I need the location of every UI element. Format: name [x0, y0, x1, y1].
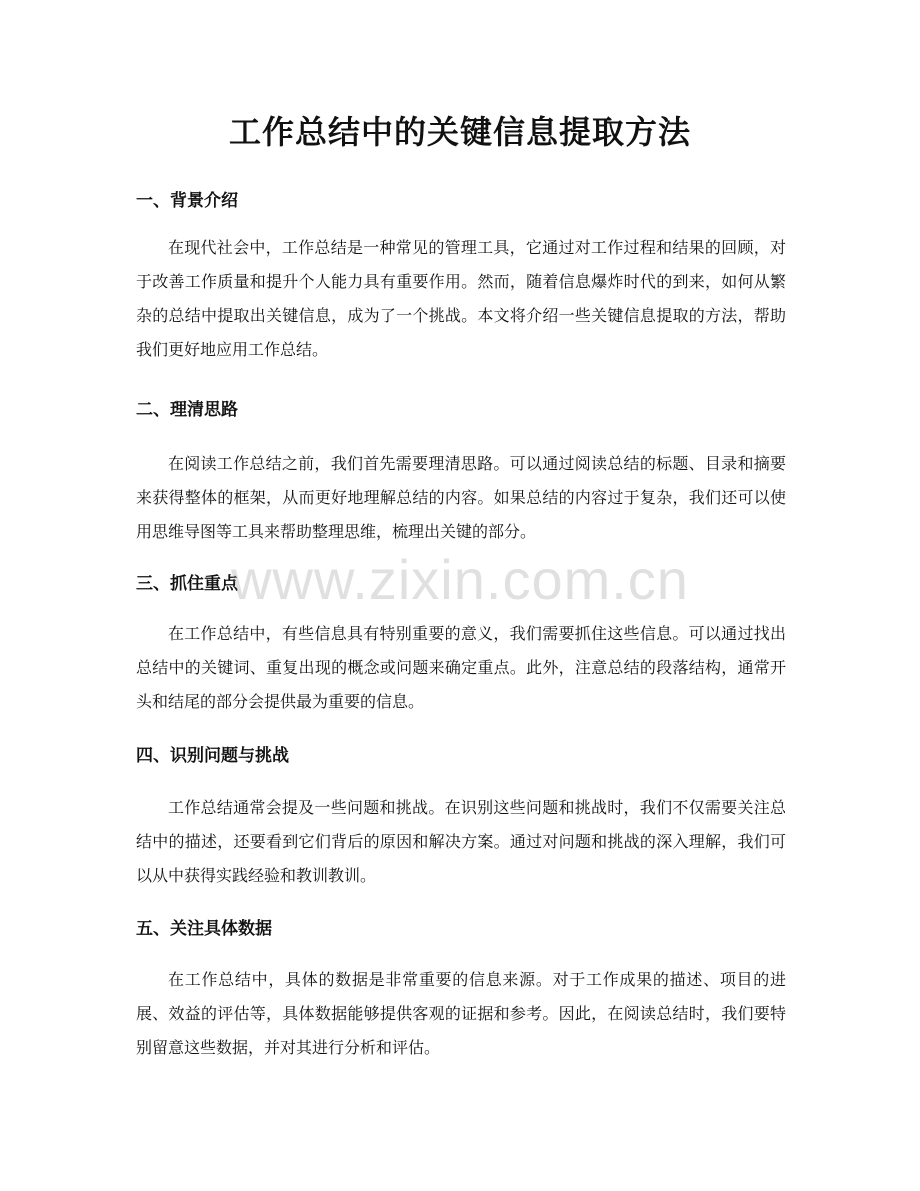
section-body-specific-data: 在工作总结中，具体的数据是非常重要的信息来源。对于工作成果的描述、项目的进展、效益的评估等，具体数据能够提供客观的证据和参考。因此，在阅读总结时，我们要特别留意这些数据，并对其进行分析和评估。 — [136, 970, 786, 1057]
section-body-key-points: 在工作总结中，有些信息具有特别重要的意义，我们需要抓住这些信息。可以通过找出总结中的关键词、重复出现的概念或问题来确定重点。此外，注意总结的段落结构，通常开头和结尾的部分会提供最为重要的信息。 — [136, 624, 786, 711]
document-title: 工作总结中的关键信息提取方法 — [228, 113, 691, 151]
watermark-text: www.zixin.com.cn — [231, 548, 689, 611]
section-body-clarify-thinking: 在阅读工作总结之前，我们首先需要理清思路。可以通过阅读总结的标题、目录和摘要来获得整体的框架，从而更好地理解总结的内容。如果总结的内容过于复杂，我们还可以使用思维导图等工具来帮助整理思维，梳理出关键的部分。 — [136, 454, 786, 541]
section-heading-clarify-thinking: 二、理清思路 — [136, 400, 238, 420]
section-heading-problems-challenges: 四、识别问题与挑战 — [136, 746, 289, 766]
section-body-problems-challenges: 工作总结通常会提及一些问题和挑战。在识别这些问题和挑战时，我们不仅需要关注总结中的描述，还要看到它们背后的原因和解决方案。通过对问题和挑战的深入理解，我们可以从中获得实践经验和教训教训。 — [136, 798, 786, 885]
section-body-background: 在现代社会中，工作总结是一种常见的管理工具，它通过对工作过程和结果的回顾，对于改善工作质量和提升个人能力具有重要作用。然而，随着信息爆炸时代的到来，如何从繁杂的总结中提取出关键信息，成为了一个挑战。本文将介绍一些关键信息提取的方法，帮助我们更好地应用工作总结。 — [136, 238, 786, 359]
section-heading-background: 一、背景介绍 — [136, 191, 238, 211]
section-heading-specific-data: 五、关注具体数据 — [136, 919, 272, 939]
section-heading-key-points: 三、抓住重点 — [136, 574, 238, 594]
